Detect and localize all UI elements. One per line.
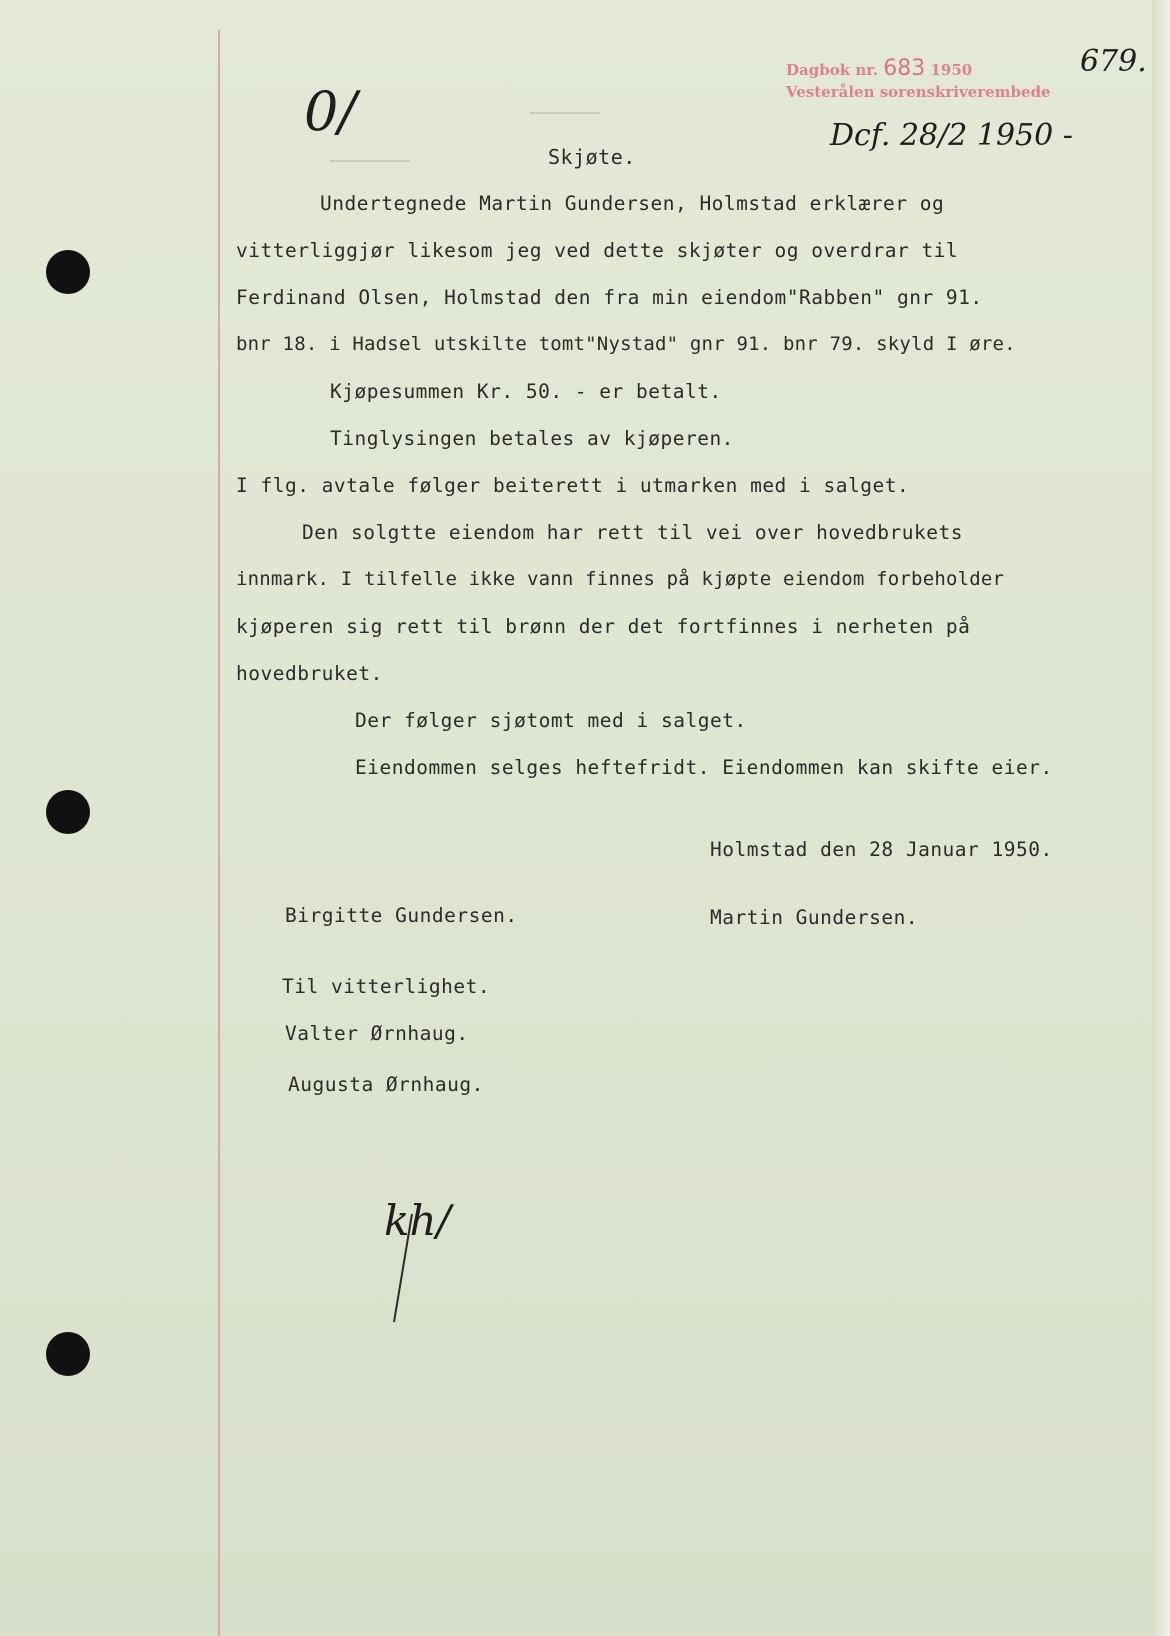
witness-heading: Til vitterlighet. — [282, 975, 491, 998]
document-title: Skjøte. — [548, 145, 636, 169]
text-line: Undertegnede Martin Gundersen, Holmstad erklærer og — [320, 192, 945, 215]
text-line: Ferdinand Olsen, Holmstad den fra min eiendom"Rabben" gnr 91. — [236, 286, 983, 309]
registry-stamp — [786, 58, 1051, 103]
text-line: vitterliggjør likesom jeg ved dette skjøter og overdrar til — [236, 239, 959, 262]
page-number: 679. — [1080, 44, 1147, 79]
text-line: Kjøpesummen Kr. 50. - er betalt. — [330, 380, 722, 403]
clerk-initials: kh/ — [384, 1196, 451, 1245]
margin-rule — [218, 30, 220, 1636]
witness-name: Valter Ørnhaug. — [285, 1022, 469, 1045]
registration-note: Dcf. 28/2 1950 - — [830, 118, 1073, 153]
text-line: Eiendommen selges heftefridt. Eiendommen kan skifte eier. — [355, 756, 1053, 779]
page-edge — [1152, 0, 1170, 1636]
text-line: bnr 18. i Hadsel utskilte tomt"Nystad" gnr 91. bnr 79. skyld I øre. — [236, 333, 1016, 355]
text-line: Der følger sjøtomt med i salget. — [355, 709, 747, 732]
stamp-number: 683 — [883, 56, 926, 81]
text-line: I flg. avtale følger beiterett i utmarken med i salget. — [236, 474, 910, 497]
stamp-year: 1950 — [930, 61, 973, 79]
signature-left: Birgitte Gundersen. — [285, 904, 518, 927]
witness-name: Augusta Ørnhaug. — [288, 1073, 484, 1096]
stamp-office: Vesterålen sorenskriverembede — [786, 83, 1051, 101]
text-line: Tinglysingen betales av kjøperen. — [330, 427, 734, 450]
punch-hole — [46, 790, 90, 834]
stamp-label: Dagbok nr. — [786, 61, 878, 79]
corner-mark: 0/ — [304, 80, 357, 143]
initials-stroke — [390, 1210, 420, 1330]
text-line: innmark. I tilfelle ikke vann finnes på kjøpte eiendom forbeholder — [236, 568, 1005, 590]
signature-right: Martin Gundersen. — [710, 906, 919, 929]
bleed-mark — [530, 112, 600, 114]
punch-hole — [46, 250, 90, 294]
bleed-mark — [330, 160, 410, 162]
text-line: Den solgtte eiendom har rett til vei over hovedbrukets — [302, 521, 963, 544]
text-line: hovedbruket. — [236, 662, 383, 685]
text-line: kjøperen sig rett til brønn der det fortfinnes i nerheten på — [236, 615, 971, 638]
punch-hole — [46, 1332, 90, 1376]
place-date: Holmstad den 28 Januar 1950. — [710, 838, 1053, 861]
